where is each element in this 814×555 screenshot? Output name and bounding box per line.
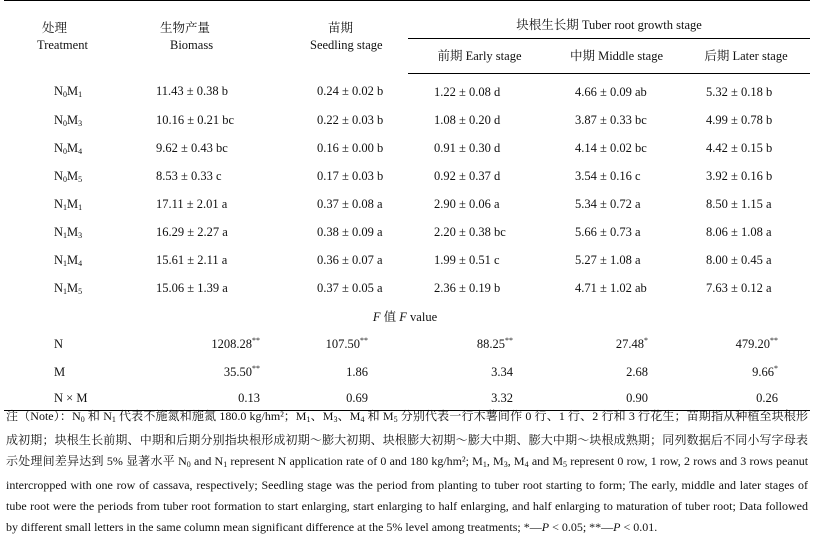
seedling-cell: 0.38 ± 0.09 a <box>317 224 383 239</box>
biomass-fvalue: 0.13 <box>238 391 260 405</box>
fvalue-label: M <box>54 364 66 379</box>
table-row <box>4 190 810 218</box>
header-row-1 <box>4 1 810 39</box>
fvalue-f-1: F <box>372 310 381 324</box>
biomass-cell: 15.61 ± 2.11 a <box>156 252 228 267</box>
header-treatment-cn: 处理 <box>42 21 68 36</box>
treatment-n-sub: 1 <box>63 258 68 268</box>
treatment-cell <box>4 246 104 274</box>
table-row <box>4 218 810 246</box>
treatment-n-sub: 0 <box>63 90 68 100</box>
early-fvalue: 88.25 <box>476 337 505 351</box>
table-row <box>4 162 810 190</box>
fvalue-label: N <box>54 336 64 351</box>
fvalue-f-2: F <box>399 310 407 324</box>
table-row <box>4 246 810 274</box>
header-biomass-cn: 生物产量 <box>160 21 211 36</box>
note-p-italic: P <box>541 520 550 534</box>
treatment-cell <box>4 190 104 218</box>
middle-fvalue: 2.68 <box>626 365 648 379</box>
treatment-n-sub: 1 <box>63 286 68 296</box>
biomass-cell: 10.16 ± 0.21 bc <box>156 112 235 127</box>
biomass-cell: 15.06 ± 1.39 a <box>156 280 228 295</box>
table-row <box>4 134 810 162</box>
note-part: represent 0 row, 1 row, 2 rows and 3 rows peanut intercropped with one row of cassava, respectively; Seedling stage was the period from planting to tuber root starting to form; The early, middle and later stages of tube root were the periods from tuber root formation to start enlarging, start enlarging to half enlarging, and half enlarging to maturation of tuber root; Data followed by different small letters in the same column mean significant difference at the 5% level among treatments; *— <box>6 454 809 534</box>
middle-fvalue-cell <box>551 358 682 386</box>
header-treatment <box>4 1 104 74</box>
note-part: 和 N <box>84 409 112 423</box>
early-cell: 2.20 ± 0.38 bc <box>434 224 506 239</box>
biomass-fvalue-cell <box>104 358 292 386</box>
header-seedling-en: Seedling stage <box>310 38 383 53</box>
treatment-m-sub: 3 <box>78 230 83 240</box>
middle-cell: 5.34 ± 0.72 a <box>575 196 641 211</box>
note-part: 和 M <box>364 409 394 423</box>
later-significance: * <box>774 364 779 373</box>
middle-significance: * <box>644 336 648 345</box>
table-note <box>6 406 808 538</box>
note-sub: 5 <box>393 415 398 424</box>
treatment-m-sub: 4 <box>78 258 83 268</box>
seedling-significance: ** <box>360 336 368 345</box>
treatment-m-sub: 4 <box>78 146 83 156</box>
later-cell: 8.00 ± 0.45 a <box>706 252 772 267</box>
seedling-fvalue-cell <box>292 330 408 358</box>
note-part: and N <box>190 454 224 468</box>
early-fvalue: 3.32 <box>491 391 513 405</box>
header-biomass <box>104 1 292 74</box>
seedling-fvalue: 1.86 <box>346 365 368 379</box>
treatment-m: M <box>67 224 79 239</box>
note-p-italic: P <box>613 520 621 534</box>
seedling-cell: 0.22 ± 0.03 b <box>317 112 384 127</box>
treatment-m-sub: 1 <box>78 202 83 212</box>
note-part: represent N application rate of 0 and 180 kg/hm²; M <box>227 454 483 468</box>
early-cell: 2.36 ± 0.19 b <box>434 280 501 295</box>
treatment-n: N <box>54 112 64 127</box>
later-significance: ** <box>770 336 779 345</box>
seedling-cell: 0.37 ± 0.08 a <box>317 196 383 211</box>
note-sub: 4 <box>360 415 365 424</box>
note-part: 注（Note）：N <box>6 409 81 423</box>
header-early: 前期 Early stage <box>408 39 551 74</box>
biomass-cell: 8.53 ± 0.33 c <box>156 168 222 183</box>
later-fvalue: 0.26 <box>756 391 779 405</box>
later-fvalue-cell <box>682 358 810 386</box>
treatment-cell <box>4 218 104 246</box>
table-row <box>4 274 810 302</box>
treatment-n: N <box>54 168 64 183</box>
data-table <box>4 0 810 411</box>
later-fvalue: 479.20 <box>735 337 771 351</box>
fvalue-heading-row <box>4 302 810 330</box>
note-part: < 0.05; **— <box>549 520 614 534</box>
later-cell: 8.50 ± 1.15 a <box>706 196 772 211</box>
note-part: and M <box>528 454 564 468</box>
fvalue-cn: 值 <box>380 310 400 324</box>
biomass-cell: 16.29 ± 2.27 a <box>156 224 228 239</box>
treatment-m: M <box>67 280 79 295</box>
treatment-n: N <box>54 224 64 239</box>
treatment-m: M <box>67 252 79 267</box>
treatment-n: N <box>54 196 64 211</box>
seedling-fvalue: 107.50 <box>325 337 360 351</box>
treatment-m-sub: 5 <box>78 174 83 184</box>
early-cell: 2.90 ± 0.06 a <box>434 196 500 211</box>
treatment-cell <box>4 162 104 190</box>
note-sub: 1 <box>482 460 487 469</box>
treatment-n-sub: 1 <box>63 230 68 240</box>
biomass-fvalue-cell <box>104 330 292 358</box>
later-cell: 3.92 ± 0.16 b <box>706 168 773 183</box>
note-sub: 5 <box>563 460 568 469</box>
early-fvalue-cell <box>408 358 551 386</box>
header-seedling <box>292 1 408 74</box>
treatment-m-sub: 5 <box>78 286 83 296</box>
early-significance: ** <box>505 336 513 345</box>
early-cell: 1.99 ± 0.51 c <box>434 252 500 267</box>
treatment-m: M <box>67 168 79 183</box>
table-row <box>4 74 810 107</box>
fvalue-row <box>4 330 810 358</box>
middle-cell: 5.27 ± 1.08 a <box>575 252 641 267</box>
later-cell: 8.06 ± 1.08 a <box>706 224 772 239</box>
fvalue-suffix: value <box>406 310 438 324</box>
treatment-m: M <box>67 112 79 127</box>
biomass-cell: 9.62 ± 0.43 bc <box>156 140 228 155</box>
seedling-cell: 0.37 ± 0.05 a <box>317 280 383 295</box>
treatment-m-sub: 3 <box>78 118 83 128</box>
later-cell: 7.63 ± 0.12 a <box>706 280 772 295</box>
biomass-significance: ** <box>252 336 260 345</box>
later-fvalue-cell <box>682 330 810 358</box>
treatment-cell <box>4 134 104 162</box>
later-cell: 4.42 ± 0.15 b <box>706 140 773 155</box>
note-part: 、M <box>337 409 361 423</box>
early-cell: 1.08 ± 0.20 d <box>434 112 501 127</box>
seedling-cell: 0.24 ± 0.02 b <box>317 84 384 99</box>
early-cell: 0.92 ± 0.37 d <box>434 168 501 183</box>
treatment-n: N <box>54 140 64 155</box>
header-seedling-cn: 苗期 <box>328 21 354 36</box>
header-tuber-group: 块根生长期 Tuber root growth stage <box>408 1 810 39</box>
treatment-n: N <box>54 84 64 99</box>
middle-cell: 4.14 ± 0.02 bc <box>575 140 647 155</box>
later-cell: 4.99 ± 0.78 b <box>706 112 773 127</box>
seedling-cell: 0.17 ± 0.03 b <box>317 168 384 183</box>
fvalue-row <box>4 358 810 386</box>
biomass-fvalue: 1208.28 <box>211 337 252 351</box>
note-part: 、M <box>310 409 334 423</box>
note-sub: 4 <box>524 460 529 469</box>
note-sub: 3 <box>503 460 508 469</box>
note-sub: 3 <box>333 415 338 424</box>
note-sub: 0 <box>80 415 85 424</box>
fvalue-heading <box>4 302 810 330</box>
note-sub: 1 <box>306 415 311 424</box>
early-fvalue-cell <box>408 330 551 358</box>
treatment-n-sub: 0 <box>63 118 68 128</box>
treatment-m: M <box>67 140 79 155</box>
early-fvalue: 3.34 <box>491 365 513 379</box>
note-sub: 1 <box>223 460 228 469</box>
treatment-m: M <box>67 196 79 211</box>
biomass-cell: 17.11 ± 2.01 a <box>156 196 228 211</box>
note-part: < 0.01. <box>620 520 658 534</box>
header-biomass-en: Biomass <box>170 38 214 53</box>
treatment-m-sub: 1 <box>78 90 83 100</box>
note-part: , M <box>486 454 504 468</box>
treatment-cell <box>4 274 104 302</box>
header-treatment-en: Treatment <box>37 38 88 53</box>
biomass-significance: ** <box>252 364 260 373</box>
table-body <box>4 74 810 411</box>
header-middle: 中期 Middle stage <box>551 39 682 74</box>
middle-fvalue: 0.90 <box>626 391 648 405</box>
seedling-cell: 0.36 ± 0.07 a <box>317 252 383 267</box>
note-part: 代表不施氮和施氮 180.0 kg/hm²；M <box>115 409 307 423</box>
later-cell: 5.32 ± 0.18 b <box>706 84 773 99</box>
seedling-fvalue: 0.69 <box>346 391 368 405</box>
biomass-fvalue: 35.50 <box>223 365 252 379</box>
early-cell: 1.22 ± 0.08 d <box>434 84 501 99</box>
treatment-m: M <box>67 84 79 99</box>
note-sub: 0 <box>186 460 191 469</box>
middle-fvalue: 27.48 <box>615 337 644 351</box>
treatment-n-sub: 1 <box>63 202 68 212</box>
biomass-cell: 11.43 ± 0.38 b <box>156 84 229 99</box>
treatment-cell <box>4 74 104 107</box>
table-row <box>4 106 810 134</box>
treatment-n-sub: 0 <box>63 146 68 156</box>
seedling-cell: 0.16 ± 0.00 b <box>317 140 384 155</box>
note-sub: 1 <box>111 415 116 424</box>
header-later: 后期 Later stage <box>682 39 810 74</box>
middle-cell: 5.66 ± 0.73 a <box>575 224 641 239</box>
fvalue-label: N × M <box>4 386 104 411</box>
middle-cell: 3.54 ± 0.16 c <box>575 168 641 183</box>
middle-cell: 4.71 ± 1.02 ab <box>575 280 647 295</box>
note-part: 分别代表一行木薯间作 0 行、1 行、2 行和 3 行花生；苗期指从种植至块根形成初期；块根生长前期、中期和后期分别指块根形成初期～膨大初期、块根膨大初期～膨大中期、膨大中期～块根成熟期；同列数据后不同小写字母表示处理间差异达到 5% 显著水平 N <box>6 409 809 468</box>
seedling-fvalue-cell <box>292 358 408 386</box>
middle-cell: 3.87 ± 0.33 bc <box>575 112 647 127</box>
middle-fvalue-cell <box>551 330 682 358</box>
treatment-n-sub: 0 <box>63 174 68 184</box>
treatment-cell <box>4 106 104 134</box>
note-part: , M <box>507 454 525 468</box>
treatment-n: N <box>54 252 64 267</box>
early-cell: 0.91 ± 0.30 d <box>434 140 501 155</box>
treatment-n: N <box>54 280 64 295</box>
middle-cell: 4.66 ± 0.09 ab <box>575 84 647 99</box>
later-fvalue: 9.66 <box>752 365 775 379</box>
